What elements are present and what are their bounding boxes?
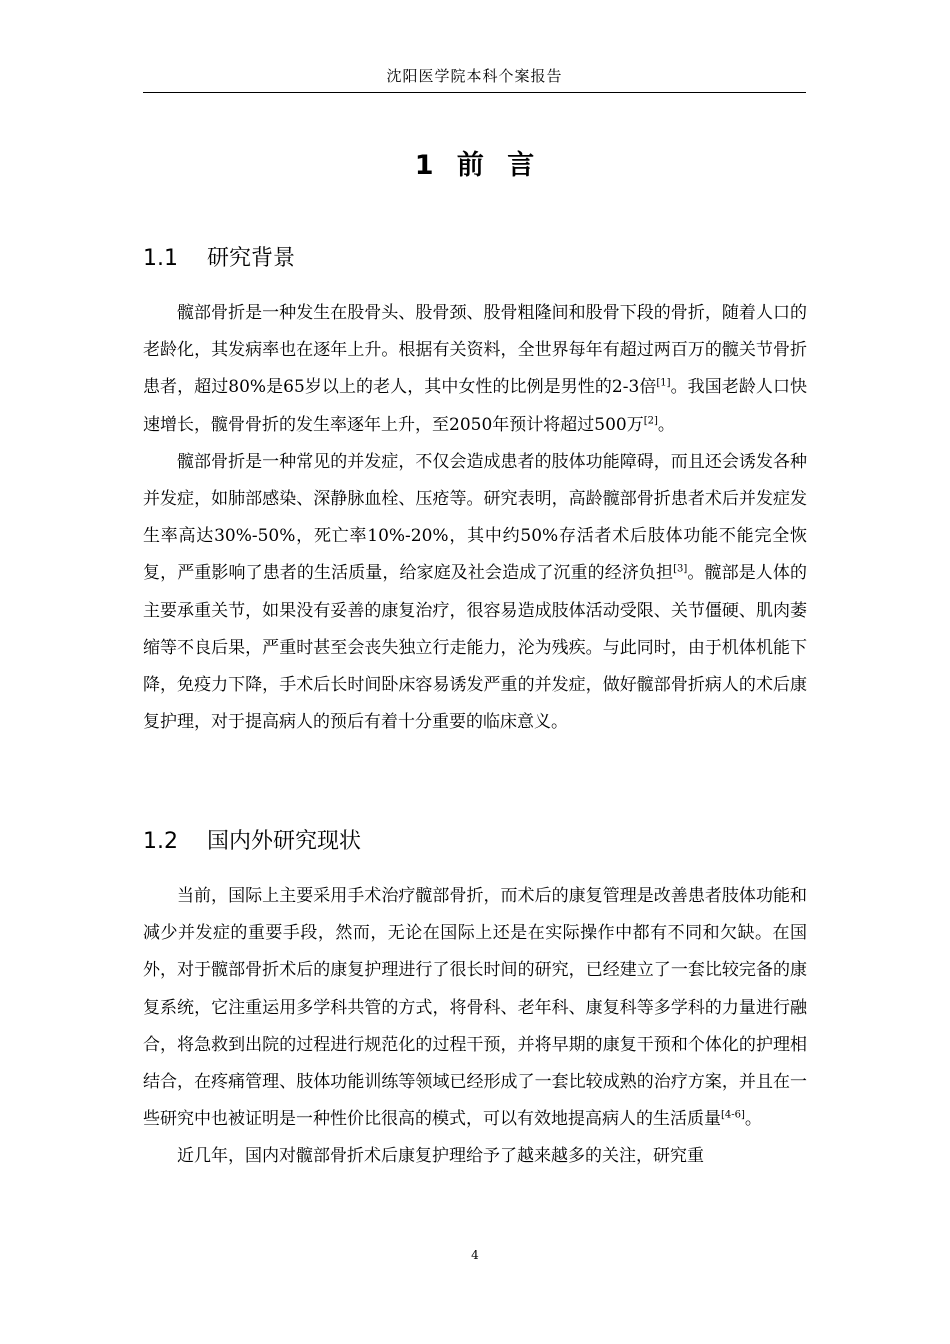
paragraph-text: 。髋部是人体的主要承重关节，如果没有妥善的康复治疗，很容易造成肢体活动受限、关节僵硬、肌肉萎缩等不良后果，严重时甚至会丧失独立行走能力，沦为残疾。与此同时，由于机体机能下降，免疫力下降，手术后长时间卧床容易诱发严重的并发症，做好髋部骨折病人的术后康复护理，对于提高病人的预后有着十分重要的临床意义。	[143, 563, 808, 733]
section-title: 国内外研究现状	[207, 829, 362, 854]
section-number: 1.2	[143, 829, 178, 854]
paragraph-text: 。我国老龄人口快速增长，髋骨骨折的发生率逐年上升，至2050年预计将超过500万	[143, 377, 807, 435]
running-header-title: 沈阳医学院本科个案报告	[386, 67, 563, 85]
section-title: 研究背景	[207, 246, 296, 271]
page-number: 4	[471, 1248, 479, 1262]
running-header	[143, 66, 806, 93]
paragraph	[143, 295, 807, 444]
paragraph	[143, 1138, 807, 1175]
paragraph-text: 髋部骨折是一种发生在股骨头、股骨颈、股骨粗隆间和股骨下段的骨折，随着人口的老龄化，其发病率也在逐年上升。根据有关资料，全世界每年有超过两百万的髋关节骨折患者，超过80%是65岁以上的老人，其中女性的比例是男性的2-3倍	[143, 303, 807, 398]
section-1-1-body	[143, 295, 807, 741]
citation: [2]	[643, 414, 658, 426]
paragraph-text: 当前，国际上主要采用手术治疗髋部骨折，而术后的康复管理是改善患者肢体功能和减少并发症的重要手段，然而，无论在国际上还是在实际操作中都有不同和欠缺。在国外，对于髋部骨折术后的康复护理进行了很长时间的研究，已经建立了一套比较完备的康复系统，它注重运用多学科共管的方式，将骨科、老年科、康复科等多学科的力量进行融合，将急救到出院的过程进行规范化的过程干预，并将早期的康复干预和个体化的护理相结合，在疼痛管理、肢体功能训练等领域已经形成了一套比较成熟的治疗方案，并且在一些研究中也被证明是一种性价比很高的模式，可以有效地提高病人的生活质量	[143, 886, 807, 1130]
section-heading-1-1	[143, 244, 295, 274]
section-1-2-body	[143, 878, 807, 1176]
citation: [1]	[656, 377, 671, 389]
paragraph-text: 。	[744, 1109, 762, 1130]
citation: [3]	[673, 563, 688, 575]
paragraph	[143, 444, 807, 742]
paragraph-text: 髋部骨折是一种常见的并发症，不仅会造成患者的肢体功能障碍，而且还会诱发各种并发症，如肺部感染、深静脉血栓、压疮等。研究表明，高龄髋部骨折患者术后并发症发生率高达30%-50%，死亡率10%-20%，其中约50%存活者术后肢体功能不能完全恢复，严重影响了患者的生活质量，给家庭及社会造成了沉重的经济负担	[143, 451, 807, 584]
section-heading-1-2	[143, 827, 361, 857]
section-number: 1.1	[143, 246, 178, 271]
citation: [4-6]	[721, 1109, 745, 1121]
paragraph-text: 近几年，国内对髋部骨折术后康复护理给予了越来越多的关注，研究重	[177, 1146, 704, 1167]
chapter-title: 1 前 言	[414, 150, 535, 181]
paragraph	[143, 878, 807, 1138]
paragraph-text: 。	[657, 414, 675, 435]
